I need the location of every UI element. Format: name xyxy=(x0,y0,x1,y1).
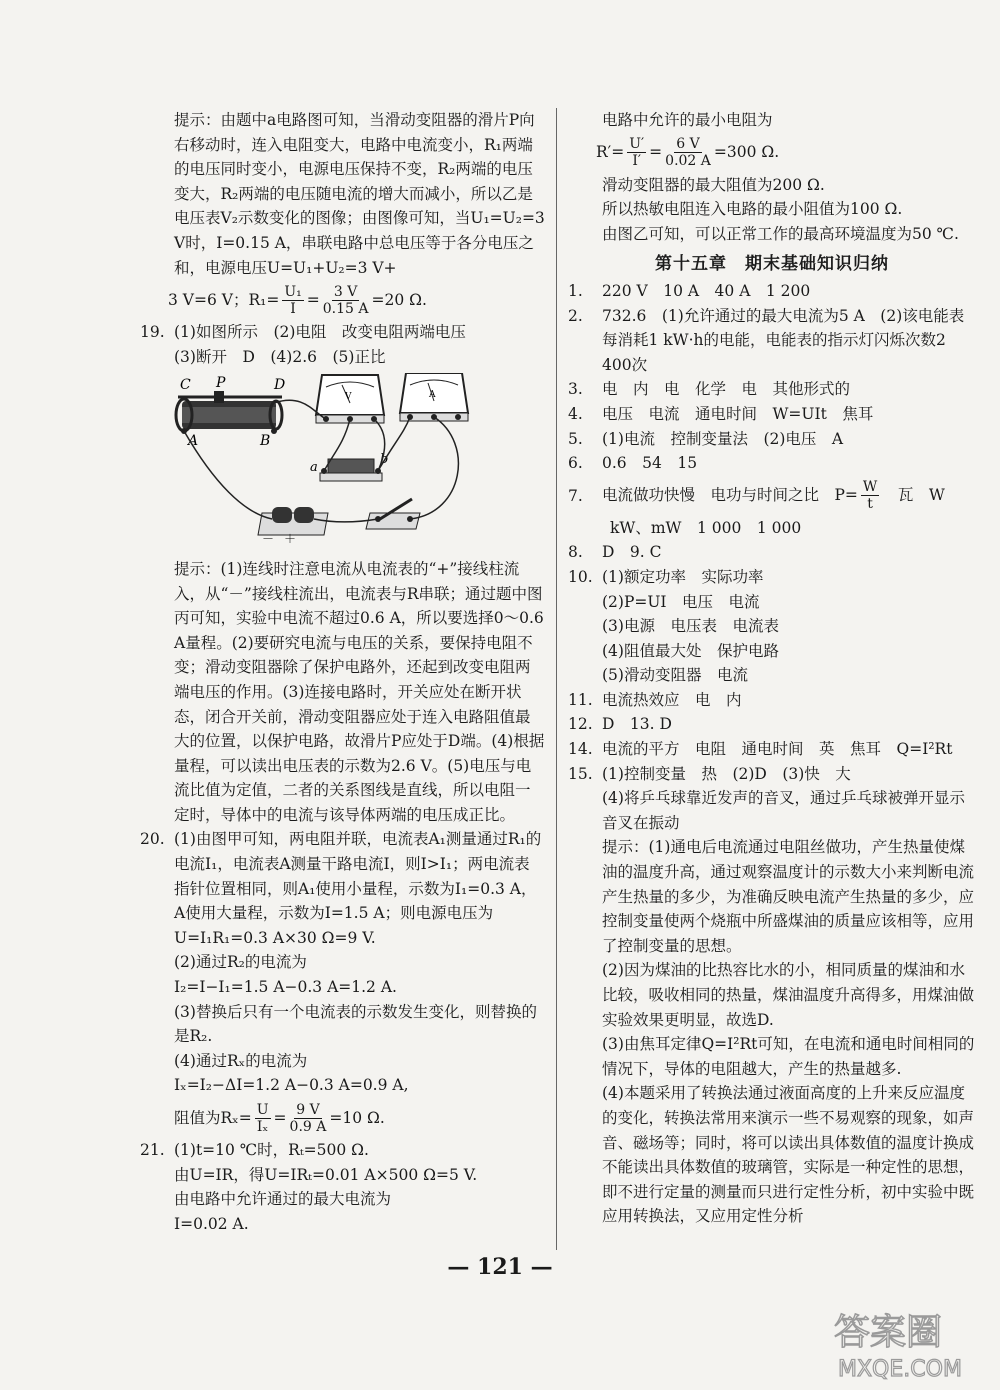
label-Am: A xyxy=(429,390,436,401)
chapter-title: 第十五章 期末基础知识归纳 xyxy=(655,254,889,275)
label-D: D xyxy=(274,377,286,394)
list-item: 2. 732.6 (1)允许通过的最大电流为5 A (2)该电能表每消耗1 kW·h的电能，电能表的指示灯闪烁次数2 400次 xyxy=(568,306,965,374)
list-item: 1. 220 V 10 A 40 A 1 200 xyxy=(568,281,811,300)
question-20: 20. (1)由图甲可知，两电阻并联，电流表A₁测量通过R₁的电流I₁，电流表A测量干路电流I，则I>I₁；两电流表指针位置相同，则A₁使用小量程，示数为I₁=0.3 A，A使用大量程，示数为I=1.5 A；则电源电压为U=I₁R₁=0.3 A×30 Ω=9 V. (2)通过R₂的电流为 I₂=I−I₁=1.5 A−0.3 A=1.2 A. (3)替换后只有一个电流表的示数发生变化，则替换的是R₂. (4)通过Rₓ的电流为 Iₓ=I₂−ΔI=1.2 A−0.3 A=0.9 A, 阻值为Rₓ= $\frac{U}{\text{Iₓ}}$ = $\frac{9 V}{0.9 A}$ =10 Ω. xyxy=(140,827,545,1138)
list-item: 5. (1)电流 控制变量法 (2)电压 A xyxy=(568,429,844,448)
question-19: 19. (1)如图所示 (2)电阻 改变电阻两端电压 (3)断开 D (4)2.6 (5)正比 xyxy=(140,323,466,366)
list-item: 11. 电流热效应 电 内 xyxy=(568,690,742,709)
right-column: 电路中允许的最小电阻为 R′= $\frac{U'}{I'}$ = $\frac{6 V}{0.02 A}$ =300 Ω. 滑动变阻器的最大阻值为200 Ω. 所以热敏电阻连入电路的最小阻值为100 Ω. 由图乙可知，可以正常工作的最高环境温度为50 ℃. 第十五章 期末基础知识归纳 1. 220 V 10 A 40 A 1 200 2. 732.6 (1)允许通过的最大电流为5 A (2)该电能表每消耗1 kW·h的电能，电能表的指示灯闪烁次数2 400次 3. 电 内 电 化学 电 其他形式的 4. 电压 电流 通电时间 W=UIt 焦耳 5. (1)电流 控制变量法 (2)电压 A 6. 0.6 54 15 7. 电流做功快慢 电功与时间之比 P= $\frac{W}{t}$ 瓦 W kW、mW 1 000 1 000 8. D 9. C 10. (1)额定功率 实际功率 (2)P=UI 电压 电流 (3)电源 电压表 电流表 (4)阻值最大处 保护电路 (5)滑动变阻器 电流 11. 电流热效应 电 内 12. D 13. D 14. 电流的平方 电阻 通电时间 英 焦耳 Q=I²Rt 15. (1)控制变量 热 (2)D (3)快 大 (4)将乒乓球靠近发声的音叉，通过乒乓球被弹开显示音叉在振动 提示：(1)通电后电流通过电阻丝做功，产生热量使煤油的温度升高，通过观察温度计的示数大小来判断电流产生热量的多少，为准确反映电流产生热量的多少，应控制变量使两个烧瓶中所盛煤油的质量应该相等，应用了控制变量的思想。 (2)因为煤油的比热容比水的小，相同质量的煤油和水比较，吸收相同的热量，煤油温度升高得多，用煤油做实验效果更明显，故选D. (3)由焦耳定律Q=I²Rt可知，在电流和通电时间相同的情况下，导体的电阻越大，产生的热量越多. (4)本题采用了转换法通过液面高度的上升来反应温度的变化，转换法常用来演示一些不易观察的现象，如声音、磁场等；同时，将可以读出具体数值的温度计换成不能读出具体数值的玻璃管，实际是一种定性的思想，即不进行定量的测量而只进行定性分析，初中实验中既应用转换法，又应用定性分析 xyxy=(568,108,976,1229)
list-item-10: 10. (1)额定功率 实际功率 (2)P=UI 电压 电流 (3)电源 电压表 电流表 (4)阻值最大处 保护电路 (5)滑动变阻器 电流 xyxy=(568,567,779,685)
hint-18: 提示：由题中a电路图可知，当滑动变阻器的滑片P向右移动时，连入电阻变大，电路中电流变小，R₁两端的电压同时变小，电源电压保持不变，R₂两端的电压变大，R₂两端的电压随电流的增大而减小，所以乙是电压表V₂示数变化的图像；由图像可知，当U₁=U₂=3 V时，I=0.15 A，串联电路中总电压等于各分电压之和，电源电压U=U₁+U₂=3 V+ xyxy=(174,111,545,277)
label-B: B xyxy=(260,433,271,450)
hint-19: 提示：(1)连线时注意电流从电流表的“+”接线柱流入，从“－”接线柱流出，电流表与R串联；通过题中图丙可知，实验中电流不超过0.6 A，所以要选择0～0.6 A量程。(2)要研究电流与电压的关系，要保持电阻不变；滑动变阻器除了保护电路外，还起到改变电阻两端电压的作用。(3)连接电路时，开关应处在断开状态，闭合开关前，滑动变阻器应处于连入电路阻值最大的位置，以保护电路，故滑片P应处于D端。(4)根据量程，可以读出电压表的示数为2.6 V。(5)电压与电流比值为定值，二者的关系图线是直线，所以电阻一定时，导体中的电流与该导体两端的电压成正比。 xyxy=(174,559,545,824)
battery xyxy=(258,507,328,535)
label-minus: － xyxy=(262,532,275,544)
formula-r1: 3 V=6 V；R₁= $\frac{\text{U₁}}{I}$ = $\frac{3 V}{0.15 A}$ =20 Ω. xyxy=(168,283,427,317)
list-item: 3. 电 内 电 化学 电 其他形式的 xyxy=(568,380,851,399)
fraction: $\frac{U'}{I'}$ xyxy=(629,136,645,170)
list-item-7: 7. 电流做功快慢 电功与时间之比 P= $\frac{W}{t}$ 瓦 W kW、mW 1 000 1 000 xyxy=(568,479,945,537)
fraction: $\frac{3 V}{0.15 A}$ xyxy=(322,283,369,317)
circuit-diagram xyxy=(174,373,474,543)
label-A: A xyxy=(188,433,199,450)
svg-text:MXQE.COM: MXQE.COM xyxy=(838,1357,962,1382)
list-item: 4. 电压 电流 通电时间 W=UIt 焦耳 xyxy=(568,404,874,423)
watermark-logo xyxy=(828,1302,990,1382)
fraction: $\frac{W}{t}$ xyxy=(862,479,878,513)
formula-rx: 阻值为Rₓ= $\frac{U}{\text{Iₓ}}$ = $\frac{9 V}{0.9 A}$ =10 Ω. xyxy=(174,1101,385,1135)
fraction: $\frac{\text{U₁}}{I}$ xyxy=(284,283,302,317)
label-C: C xyxy=(180,377,191,394)
left-column xyxy=(140,108,545,1236)
svg-text:答案圈: 答案圈 xyxy=(834,1312,943,1353)
fraction: $\frac{9 V}{0.9 A}$ xyxy=(289,1101,327,1135)
formula-rmin: R′= $\frac{U'}{I'}$ = $\frac{6 V}{0.02 A}$ =300 Ω. xyxy=(596,136,780,170)
page-number: — 121 — xyxy=(447,1254,553,1280)
switch xyxy=(366,499,420,529)
list-item-15: 15. (1)控制变量 热 (2)D (3)快 大 (4)将乒乓球靠近发声的音叉，通过乒乓球被弹开显示音叉在振动 提示：(1)通电后电流通过电阻丝做功，产生热量使煤油的温度升高，通过观察温度计的示数大小来判断电流产生热量的多少，为准确反映电流产生热量的多少，应控制变量使两个烧瓶中所盛煤油的质量应该相等，应用了控制变量的思想。 (2)因为煤油的比热容比水的小，相同质量的煤油和水比较，吸收相同的热量，煤油温度升高得多，用煤油做实验效果更明显，故选D. (3)由焦耳定律Q=I²Rt可知，在电流和通电时间相同的情况下，导体的电阻越大，产生的热量越多. (4)本题采用了转换法通过液面高度的上升来反应温度的变化，转换法常用来演示一些不易观察的现象，如声音、磁场等；同时，将可以读出具体数值的温度计换成不能读出具体数值的玻璃管，实际是一种定性的思想，即不进行定量的测量而只进行定性分析，初中实验中既应用转换法，又应用定性分析 xyxy=(568,764,975,1226)
fraction: $\frac{6 V}{0.02 A}$ xyxy=(665,136,711,170)
label-plus: ＋ xyxy=(284,532,297,544)
list-item: 12. D 13. D xyxy=(568,715,672,734)
list-item: 6. 0.6 54 15 xyxy=(568,454,698,473)
label-a: a xyxy=(310,460,318,476)
fraction: $\frac{U}{\text{Iₓ}}$ xyxy=(256,1101,269,1135)
column-divider xyxy=(556,108,557,1250)
label-P: P xyxy=(216,375,226,392)
question-21: 21. (1)t=10 ℃时，Rₜ=500 Ω. 由U=IR，得U=IRₜ=0.01 A×500 Ω=5 V. 由电路中允许通过的最大电流为 I=0.02 A. xyxy=(140,1141,478,1233)
label-b: b xyxy=(380,452,389,468)
rheostat xyxy=(176,391,282,434)
label-V: V xyxy=(345,392,352,403)
list-item: 14. 电流的平方 电阻 通电时间 英 焦耳 Q=I²Rt xyxy=(568,740,953,759)
list-item: 8. D 9. C xyxy=(568,543,662,562)
